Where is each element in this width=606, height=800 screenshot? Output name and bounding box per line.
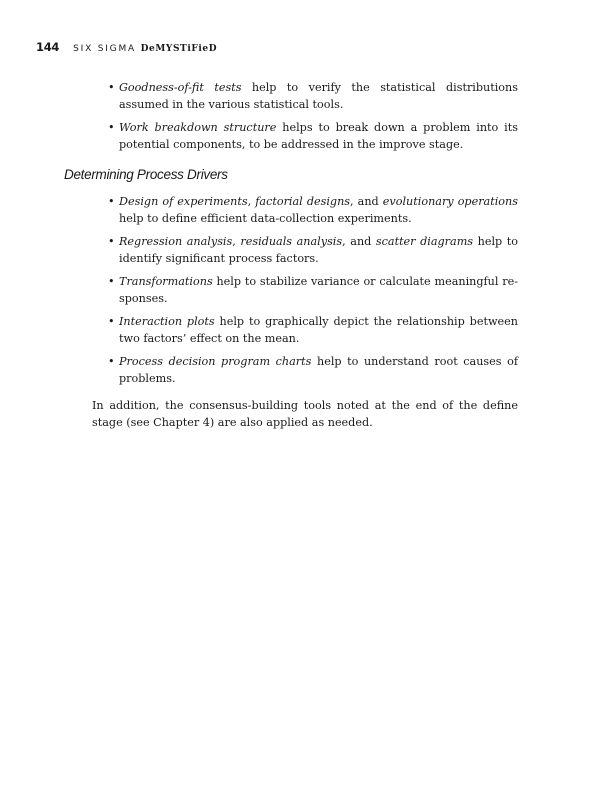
list-item bbox=[92, 273, 518, 307]
bullet-text: help to stabilize variance or calculate meaningful re-sponses. bbox=[119, 275, 518, 305]
bullet-icon: • bbox=[108, 355, 115, 368]
bullet-term: Process decision program charts bbox=[119, 355, 312, 368]
bullet-icon: • bbox=[108, 315, 115, 328]
running-head bbox=[36, 40, 217, 54]
page-number: 144 bbox=[36, 40, 60, 54]
bullet-term: scatter diagrams bbox=[375, 235, 474, 248]
list-item bbox=[92, 353, 518, 387]
bullet-term: Regression analysis bbox=[119, 235, 233, 248]
bullet-term: factorial designs bbox=[255, 195, 351, 208]
bullet-icon: • bbox=[108, 121, 115, 134]
book-title-prefix: SIX SIGMA bbox=[73, 44, 141, 54]
driver-bullet-list bbox=[92, 193, 518, 387]
bullet-text: help to graphically depict the relationship between two factors’ effect on the mean. bbox=[119, 315, 518, 345]
bullet-text: help to understand root causes of problems. bbox=[119, 355, 518, 385]
bullet-text: , bbox=[247, 195, 256, 208]
bullet-icon: • bbox=[108, 195, 115, 208]
list-item bbox=[92, 313, 518, 347]
bullet-term: Transformations bbox=[119, 275, 213, 288]
list-item bbox=[92, 233, 518, 267]
page-body bbox=[64, 79, 518, 442]
top-bullet-list bbox=[92, 79, 518, 153]
bullet-text: , and bbox=[350, 195, 383, 208]
bullet-icon: • bbox=[108, 275, 115, 288]
section-heading: Determining Process Drivers bbox=[64, 167, 228, 182]
bullet-text: help to verify the statistical distributions assumed in the various statistical tools. bbox=[119, 81, 518, 111]
bullet-text: helps to break down a problem into its potential components, to be addressed in the improve stage. bbox=[119, 121, 518, 151]
bullet-text: help to define efficient data-collection experiments. bbox=[119, 212, 412, 225]
bullet-term: residuals analysis bbox=[240, 235, 343, 248]
bullet-term: Work breakdown structure bbox=[119, 121, 277, 134]
list-item bbox=[92, 193, 518, 227]
bullet-term: Goodness-of-fit tests bbox=[119, 81, 242, 94]
bullet-term: Interaction plots bbox=[119, 315, 215, 328]
bullet-text: help to identify significant process factors. bbox=[119, 235, 518, 265]
closing-paragraph: In addition, the consensus-building tools noted at the end of the define stage (see Chapter 4) are also applied as needed. bbox=[92, 399, 518, 429]
bullet-icon: • bbox=[108, 81, 115, 94]
list-item bbox=[92, 119, 518, 153]
book-title bbox=[73, 44, 217, 54]
bullet-term: Design of experiments bbox=[119, 195, 248, 208]
list-item bbox=[92, 79, 518, 113]
book-title-suffix: DeMYSTiFieD bbox=[140, 44, 218, 54]
bullet-text: , and bbox=[342, 235, 376, 248]
bullet-term: evolutionary operations bbox=[382, 195, 518, 208]
bullet-text: , bbox=[232, 235, 241, 248]
bullet-icon: • bbox=[108, 235, 115, 248]
